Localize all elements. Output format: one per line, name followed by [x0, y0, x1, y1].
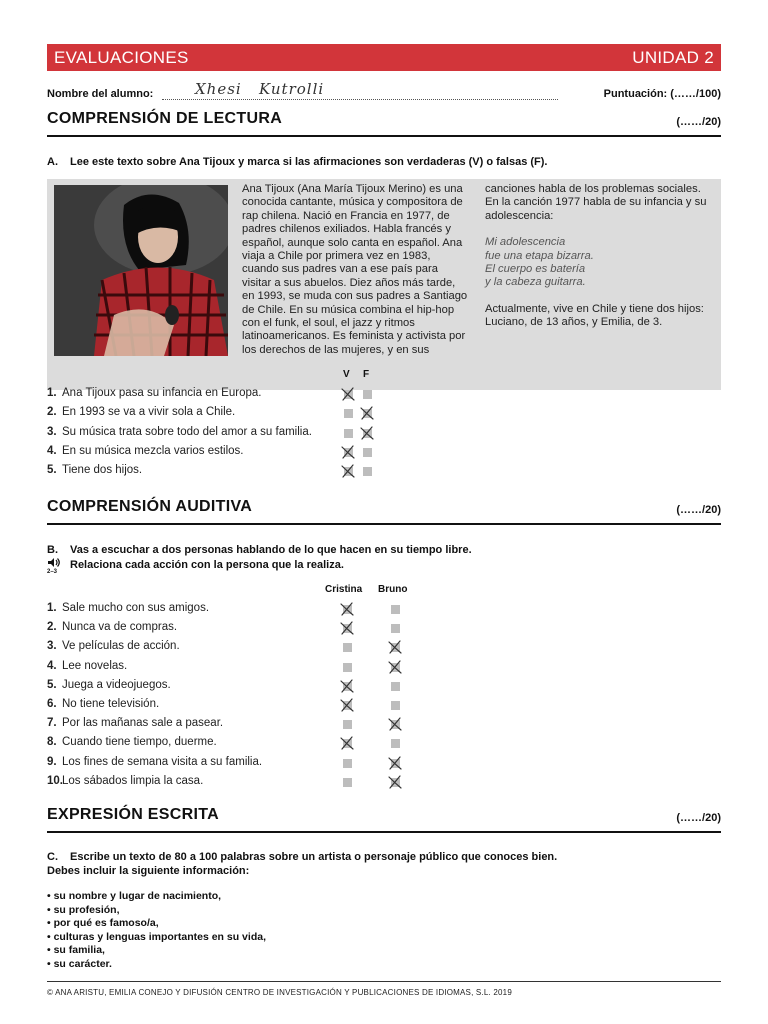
reading-paragraph-3: Actualmente, vive en Chile y tiene dos hijos: Luciano, de 13 años, y Emilia, de 3. [485, 302, 704, 329]
reading-column-2 [485, 183, 715, 330]
question-number: 3. [47, 640, 57, 653]
question-row [47, 679, 171, 691]
writing-rule [47, 831, 721, 833]
writing-section-title: EXPRESIÓN ESCRITA [47, 806, 219, 823]
reading-instruction [47, 155, 547, 169]
bruno-checkbox[interactable] [391, 682, 400, 691]
question-text: En 1993 se va a vivir sola a Chile. [62, 406, 236, 419]
requirement-item: • por qué es famoso/a, [47, 917, 159, 929]
writing-instruction-letter: C. [47, 851, 58, 863]
lyric-line: El cuerpo es batería [485, 263, 586, 276]
question-text: Los fines de semana visita a su familia. [62, 755, 263, 768]
requirement-item: • su nombre y lugar de nacimiento, [47, 890, 222, 902]
header-banner [47, 44, 721, 71]
question-row [47, 640, 180, 652]
total-score: Puntuación: (……/100) [603, 88, 721, 100]
question-text: Por las mañanas sale a pasear. [62, 717, 224, 730]
question-number: 5. [47, 678, 57, 691]
handwritten-x-mark [387, 659, 403, 675]
question-number: 4. [47, 659, 57, 672]
writing-score: (……/20) [676, 812, 721, 824]
column-header-f: F [363, 369, 370, 380]
question-number: 9. [47, 755, 57, 768]
handwritten-x-mark [340, 386, 356, 402]
question-number: 3. [47, 425, 57, 438]
handwritten-x-mark [339, 620, 355, 636]
cristina-checkbox[interactable] [343, 663, 352, 672]
listening-score: (……/20) [676, 504, 721, 516]
question-number: 6. [47, 698, 57, 710]
question-number: 2. [47, 406, 57, 419]
question-row [47, 406, 235, 418]
listening-instruction [47, 543, 472, 572]
listening-section-title: COMPRENSIÓN AUDITIVA [47, 498, 253, 515]
handwritten-x-mark [339, 697, 355, 713]
cristina-checkbox[interactable] [343, 778, 352, 787]
cristina-checkbox[interactable] [343, 643, 352, 652]
true-checkbox[interactable] [344, 429, 353, 438]
reading-score: (……/20) [676, 116, 721, 128]
writing-instruction-line-1: Escribe un texto de 80 a 100 palabras sobre un artista o personaje público que conoces bien. [70, 851, 558, 863]
question-row [47, 660, 127, 672]
reading-instruction-text: Lee este texto sobre Ana Tijoux y marca si las afirmaciones son verdaderas (V) o falsas (F). [70, 156, 548, 168]
reading-paragraph-1: Ana Tijoux (Ana María Tijoux Merino) es una conocida cantante, música y compositora de rap chilena. Nació en Francia en 1977, de padres chilenos exiliados. Habla francés y español, aunque solo canta en español. Ana viaja a Chile por primera vez en 1983, cuando sus padres van a ese país para visitar a sus abuelos. Diez años más tarde, en 1993, se muda con sus padres a Santiago de Chile. En su música combina el hip-hop con el funk, el soul, el jazz y ritmos latinoamericanos. Es feminista y activista por los derechos de las mujeres, y en sus [242, 183, 468, 356]
handwritten-x-mark [359, 405, 375, 421]
lyric-line: y la cabeza guitarra. [485, 276, 586, 289]
question-text: Ve películas de acción. [62, 640, 180, 653]
handwritten-x-mark [359, 425, 375, 441]
requirement-item: • culturas y lenguas importantes en su vida, [47, 930, 266, 943]
listening-instruction-line-1: Vas a escuchar a dos personas hablando de lo que hacen en su tiempo libre. [70, 544, 472, 556]
requirement-item: • su profesión, [47, 903, 120, 916]
reading-rule [47, 135, 721, 137]
lyric-line: fue una etapa bizarra. [485, 249, 594, 262]
question-text: En su música mezcla varios estilos. [62, 444, 244, 457]
question-number: 1. [47, 602, 57, 614]
handwritten-x-mark [340, 444, 356, 460]
question-text: Su música trata sobre todo del amor a su familia. [62, 425, 312, 438]
false-checkbox[interactable] [363, 448, 372, 457]
artist-photo-illustration [54, 185, 228, 356]
question-text: Ana Tijoux pasa su infancia en Europa. [62, 387, 262, 399]
question-row [47, 717, 223, 729]
question-number: 4. [47, 444, 57, 457]
question-text: Cuando tiene tiempo, duerme. [62, 736, 217, 749]
requirement-item: • su carácter. [47, 957, 112, 970]
question-text: Los sábados limpia la casa. [62, 774, 204, 787]
question-row [47, 621, 177, 633]
listening-rule [47, 523, 721, 525]
listening-instruction-letter: B. [47, 544, 58, 556]
question-row [47, 775, 203, 787]
reading-paragraph-2: canciones habla de los problemas sociales. En la canción 1977 habla de su infancia y su adolescencia: [485, 183, 707, 222]
question-number: 1. [47, 387, 57, 399]
question-number: 10. [47, 774, 63, 787]
handwritten-x-mark [339, 735, 355, 751]
cristina-checkbox[interactable] [343, 759, 352, 768]
copyright-footer: © ANA ARISTU, EMILIA CONEJO Y DIFUSIÓN CENTRO DE INVESTIGACIÓN Y PUBLICACIONES DE IDIOMAS, S.L. 2019 [47, 988, 512, 997]
handwritten-x-mark [340, 463, 356, 479]
question-row [47, 426, 312, 438]
false-checkbox[interactable] [363, 467, 372, 476]
reading-column-1 [242, 183, 470, 357]
question-row [47, 602, 209, 614]
lyric-line: Mi adolescencia [485, 236, 566, 249]
true-checkbox[interactable] [344, 409, 353, 418]
requirement-item: • su familia, [47, 944, 105, 956]
question-row [47, 736, 217, 748]
false-checkbox[interactable] [363, 390, 372, 399]
student-name-line[interactable] [162, 99, 558, 100]
footer-rule [47, 981, 721, 982]
handwritten-x-mark [387, 639, 403, 655]
column-header-cristina: Cristina [325, 584, 363, 595]
handwritten-x-mark [339, 678, 355, 694]
header-unit: UNIDAD 2 [632, 47, 714, 67]
question-row [47, 464, 142, 476]
reading-instruction-letter: A. [47, 156, 58, 168]
header-title: EVALUACIONES [54, 47, 189, 67]
question-number: 5. [47, 464, 57, 477]
student-name-handwritten: Xhesi Kutrolli [195, 80, 325, 98]
question-row [47, 756, 262, 768]
handwritten-x-mark [387, 716, 403, 732]
column-header-bruno: Bruno [378, 584, 408, 595]
reading-section-title: COMPRENSIÓN DE LECTURA [47, 110, 283, 127]
question-text: Sale mucho con sus amigos. [62, 602, 210, 614]
question-text: Lee novelas. [62, 659, 128, 672]
handwritten-x-mark [339, 601, 355, 617]
bruno-checkbox[interactable] [391, 624, 400, 633]
handwritten-x-mark [387, 774, 403, 790]
writing-requirements [47, 890, 266, 971]
question-number: 2. [47, 621, 57, 634]
student-name-label: Nombre del alumno: [47, 88, 154, 100]
question-row [47, 387, 261, 399]
bruno-checkbox[interactable] [391, 739, 400, 748]
writing-instruction [47, 850, 557, 878]
question-row [47, 698, 159, 710]
bruno-checkbox[interactable] [391, 701, 400, 710]
song-lyrics [485, 236, 715, 290]
listening-instruction-line-2: Relaciona cada acción con la persona que la realiza. [70, 559, 344, 571]
question-text: Tiene dos hijos. [62, 464, 143, 477]
question-text: No tiene televisión. [62, 698, 160, 710]
question-row [47, 445, 244, 457]
question-text: Juega a videojuegos. [62, 678, 171, 691]
cristina-checkbox[interactable] [343, 720, 352, 729]
bruno-checkbox[interactable] [391, 605, 400, 614]
artist-photo [54, 185, 228, 356]
question-number: 8. [47, 736, 57, 749]
handwritten-x-mark [387, 755, 403, 771]
writing-instruction-line-2: Debes incluir la siguiente información: [47, 865, 250, 877]
question-text: Nunca va de compras. [62, 621, 178, 634]
question-number: 7. [47, 717, 57, 730]
column-header-v: V [343, 369, 350, 380]
audio-track-number: 2–3 [47, 569, 58, 575]
